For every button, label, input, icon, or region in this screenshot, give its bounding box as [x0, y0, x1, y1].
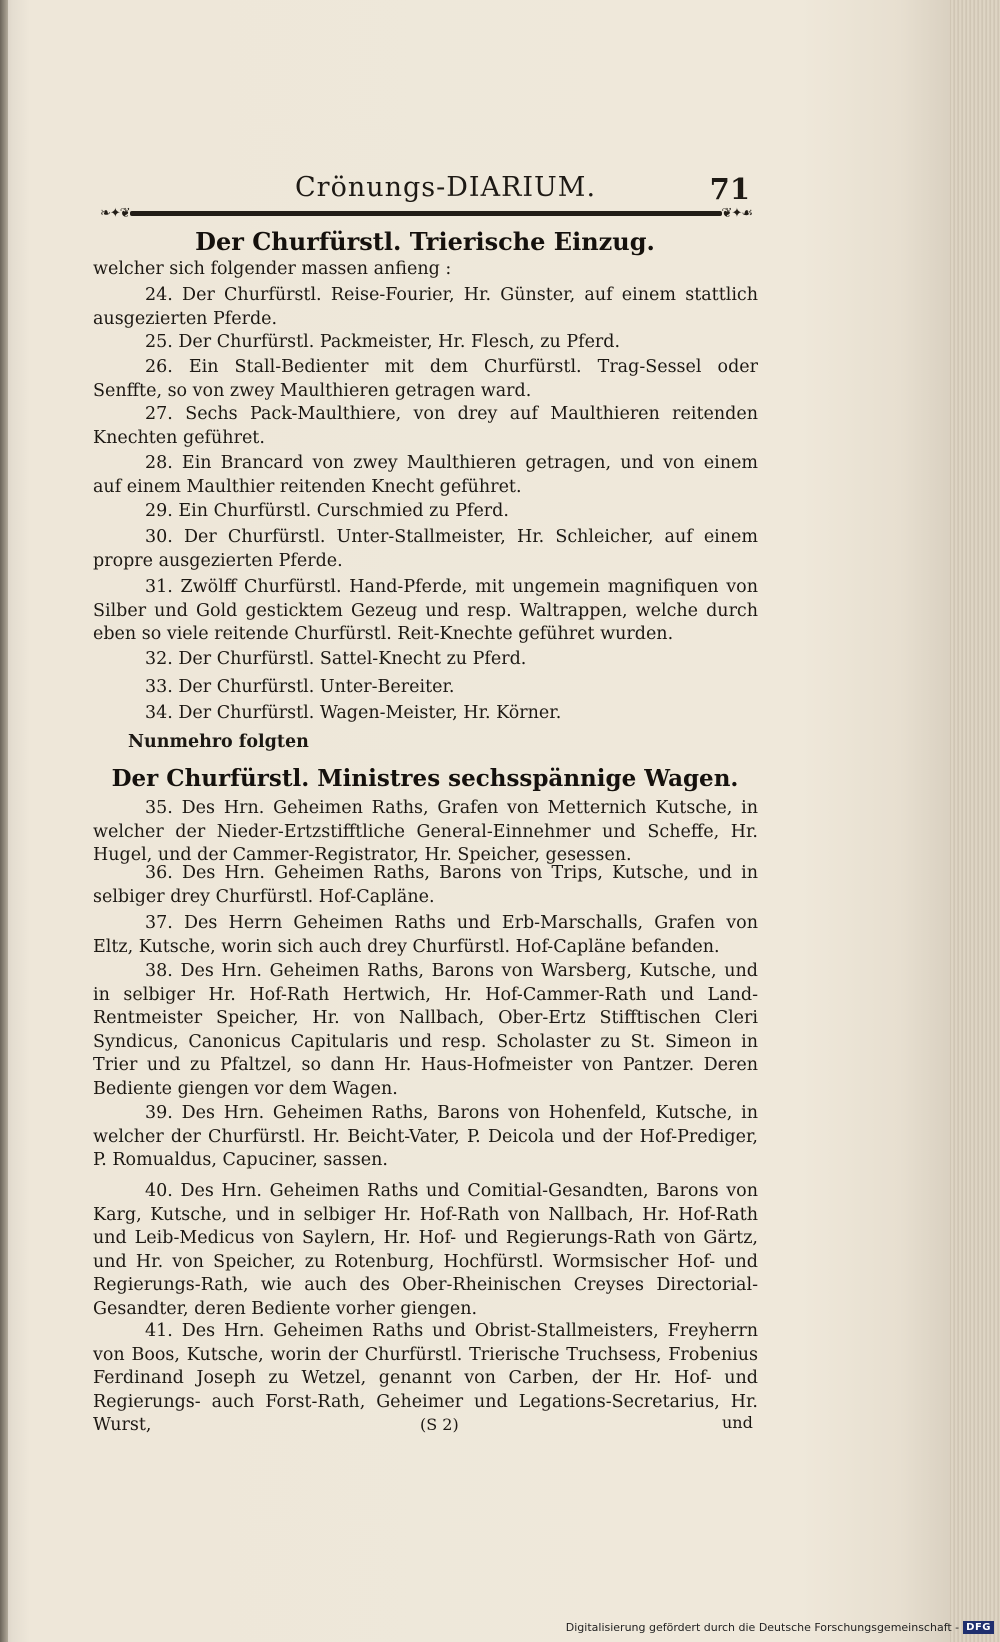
- entry-35: 35. Des Hrn. Geheimen Raths, Grafen von Metternich Kutsche, in welcher der Nieder-Ertzstifftliche General-Einnehmer und Scheffe, Hr. Hugel, und der Cammer-Registrator, Hr. Speicher, gesessen.: [93, 798, 758, 865]
- book-page-edges: [950, 0, 1000, 1642]
- entry-39: 39. Des Hrn. Geheimen Raths, Barons von Hohenfeld, Kutsche, in welcher der Churfürstl. Hr. Beicht-Vater, P. Deicola und der Hof-Prediger, P. Romualdus, Capuciner, sassen.: [93, 1103, 758, 1170]
- transition-line: Nunmehro folgten: [128, 732, 309, 752]
- entry-24: 24. Der Churfürstl. Reise-Fourier, Hr. Günster, auf einem stattlich ausgezierten Pferde.: [93, 285, 758, 329]
- catchword: und: [722, 1413, 753, 1432]
- entry-40: 40. Des Hrn. Geheimen Raths und Comitial-Gesandten, Barons von Karg, Kutsche, und in selbiger Hr. Hof-Rath von Nallbach, Hr. Hof-Rath und Leib-Medicus von Saylern, Hr. Hof- und Regierungs-Rath von Gärtz, und Hr. von Speicher, zu Rotenburg, Hochfürstl. Wormsischer Hof- und Regierungs-Rath, wie auch des Ober-Rheinischen Creyses Directorial-Gesandter, deren Bediente vorher giengen.: [93, 1181, 758, 1319]
- dfg-logo: DFG: [963, 1621, 994, 1634]
- entry-32: 32. Der Churfürstl. Sattel-Knecht zu Pferd.: [145, 649, 527, 669]
- rule-ornament-right: ❦✦☙: [721, 206, 752, 221]
- intro-line: welcher sich folgender massen anfieng :: [93, 259, 452, 279]
- entry-25: 25. Der Churfürstl. Packmeister, Hr. Flesch, zu Pferd.: [145, 332, 621, 352]
- running-title: Crönungs-DIARIUM.: [295, 172, 597, 203]
- entry-26: 26. Ein Stall-Bedienter mit dem Churfürstl. Trag-Sessel oder Senffte, so von zwey Maulthieren getragen ward.: [93, 357, 758, 401]
- entry-30: 30. Der Churfürstl. Unter-Stallmeister, Hr. Schleicher, auf einem propre ausgezierten Pferde.: [93, 527, 758, 571]
- entry-33: 33. Der Churfürstl. Unter-Bereiter.: [145, 677, 455, 697]
- signature-mark: (S 2): [420, 1415, 459, 1434]
- entry-29: 29. Ein Churfürstl. Curschmied zu Pferd.: [145, 501, 509, 521]
- entry-31: 31. Zwölff Churfürstl. Hand-Pferde, mit ungemein magnifiquen von Silber und Gold gesticktem Gezeug und resp. Waltrappen, welche durch eben so viele reitende Churfürstl. Reit-Knechte geführet wurden.: [93, 577, 758, 644]
- entry-36: 36. Des Hrn. Geheimen Raths, Barons von Trips, Kutsche, und in selbiger drey Churfürstl. Hof-Capläne.: [93, 863, 758, 907]
- entry-37: 37. Des Herrn Geheimen Raths und Erb-Marschalls, Grafen von Eltz, Kutsche, worin sich auch drey Churfürstl. Hof-Capläne befanden.: [93, 913, 758, 957]
- page-number: 71: [709, 172, 750, 206]
- rule-ornament-left: ❧✦❦: [100, 206, 130, 221]
- section-heading-wagen: Der Churfürstl. Ministres sechsspännige Wagen.: [111, 765, 739, 792]
- entry-34: 34. Der Churfürstl. Wagen-Meister, Hr. Körner.: [145, 703, 562, 723]
- entry-27: 27. Sechs Pack-Maulthiere, von drey auf Maulthieren reitenden Knechten geführet.: [93, 404, 758, 448]
- entry-41: 41. Des Hrn. Geheimen Raths und Obrist-Stallmeisters, Freyherrn von Boos, Kutsche, worin der Churfürstl. Trierische Truchsess, Frobenius Ferdinand Joseph zu Wetzel, genannt von Carben, der Hr. Hof- und Regierungs- auch Forst-Rath, Geheimer und Legations-Secretarius, Hr. Wurst,: [93, 1321, 758, 1435]
- section-heading-einzug: Der Churfürstl. Trierische Einzug.: [195, 227, 655, 256]
- digitization-note: Digitalisierung gefördert durch die Deutsche Forschungsgemeinschaft -: [565, 1621, 960, 1634]
- entry-38: 38. Des Hrn. Geheimen Raths, Barons von Warsberg, Kutsche, und in selbiger Hr. Hof-Rath Hertwich, Hr. Hof-Cammer-Rath und Land-Rentmeister Speicher, Hr. von Nallbach, Ober-Ertz Stifftischen Cleri Syndicus, Canonicus Capitularis und resp. Scholaster zu St. Simeon in Trier und zu Pfaltzel, so dann Hr. Haus-Hofmeister von Pantzer. Deren Bediente giengen vor dem Wagen.: [93, 961, 758, 1099]
- book-spine-shadow: [0, 0, 8, 1642]
- entry-28: 28. Ein Brancard von zwey Maulthieren getragen, und von einem auf einem Maulthier reitenden Knecht geführet.: [93, 453, 758, 497]
- rule-bar: [130, 211, 722, 216]
- ornamental-rule: [100, 206, 752, 222]
- digitization-footer: [566, 1621, 994, 1634]
